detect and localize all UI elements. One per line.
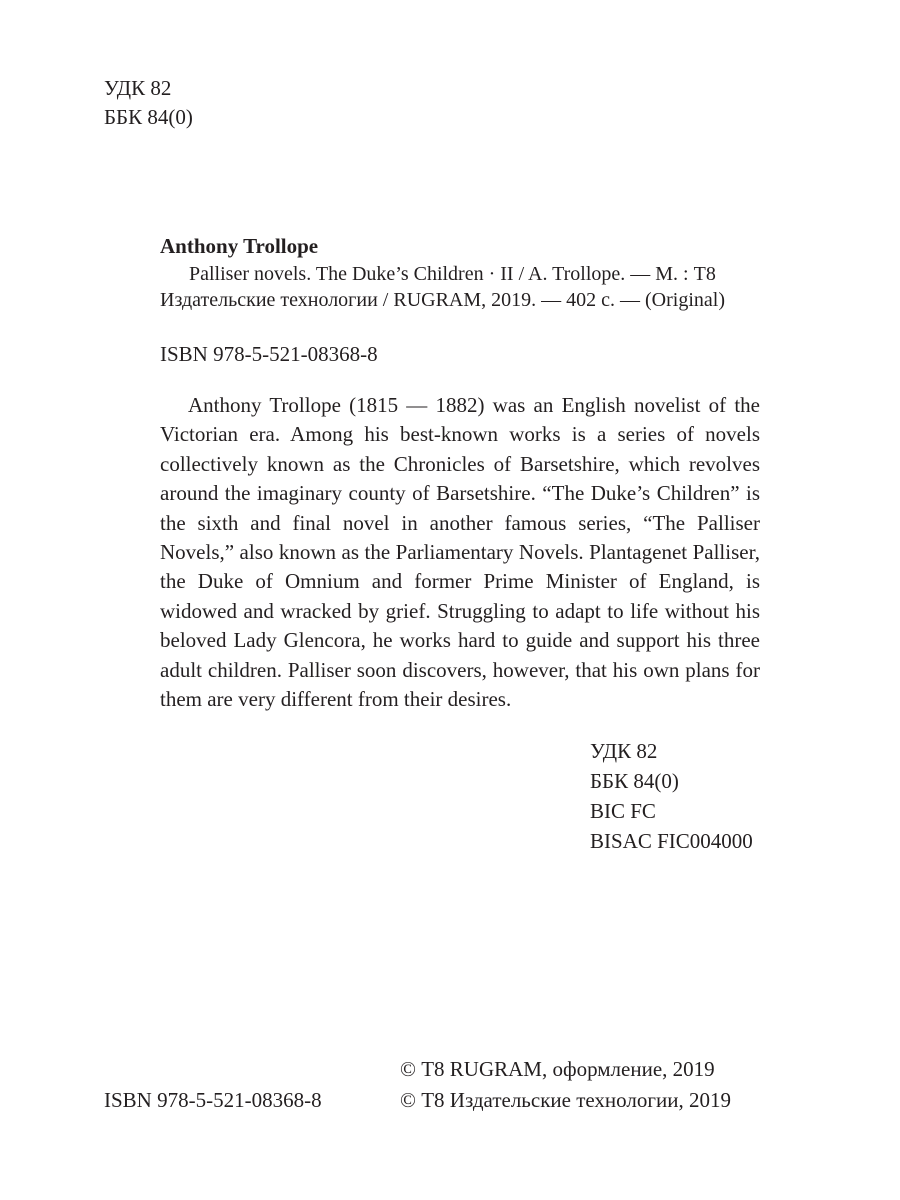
description-paragraph: Anthony Trollope (1815 — 1882) was an English novelist of the Victorian era. Among his best-known works is a series of novels collectively known as the Chronicles of Barsetshire, which revolves around the imaginary county of Barsetshire. “The Duke’s Children” is the sixth and final novel in another famous series, “The Palliser Novels,” also known as the Parliamentary Novels. Plantagenet Palliser, the Duke of Omnium and former Prime Minister of England, is widowed and wracked by grief. Struggling to adapt to life without his beloved Lady Glencora, he works hard to guide and support his three adult children. Palliser soon discovers, however, that his own plans for them are very different from their desires. [160,393,760,712]
isbn-footer: ISBN 978-5-521-08368-8 [104,1088,322,1112]
copyright-notices [400,1054,731,1116]
isbn-main: ISBN 978-5-521-08368-8 [160,342,378,366]
bbk-code-right: ББК 84(0) [590,769,679,793]
copyright-rugram: © Т8 RUGRAM, оформление, 2019 [400,1057,715,1081]
udk-code: УДК 82 [104,76,172,100]
catalog-entry-line-1: Palliser novels. The Duke’s Children · II / A. Trollope. — М. : Т8 [189,263,716,285]
catalog-entry-line-2: Издательские технологии / RUGRAM, 2019. — 402 с. — (Original) [160,289,725,311]
header-classification-codes [104,74,193,132]
classification-codes [590,736,753,856]
copyright-publisher: © Т8 Издательские технологии, 2019 [400,1088,731,1112]
bisac-code: BISAC FIC004000 [590,829,753,853]
udk-code-right: УДК 82 [590,739,658,763]
bbk-code: ББК 84(0) [104,105,193,129]
book-description [160,391,760,714]
catalog-author: Anthony Trollope [160,234,319,258]
bic-code: BIC FC [590,799,656,823]
